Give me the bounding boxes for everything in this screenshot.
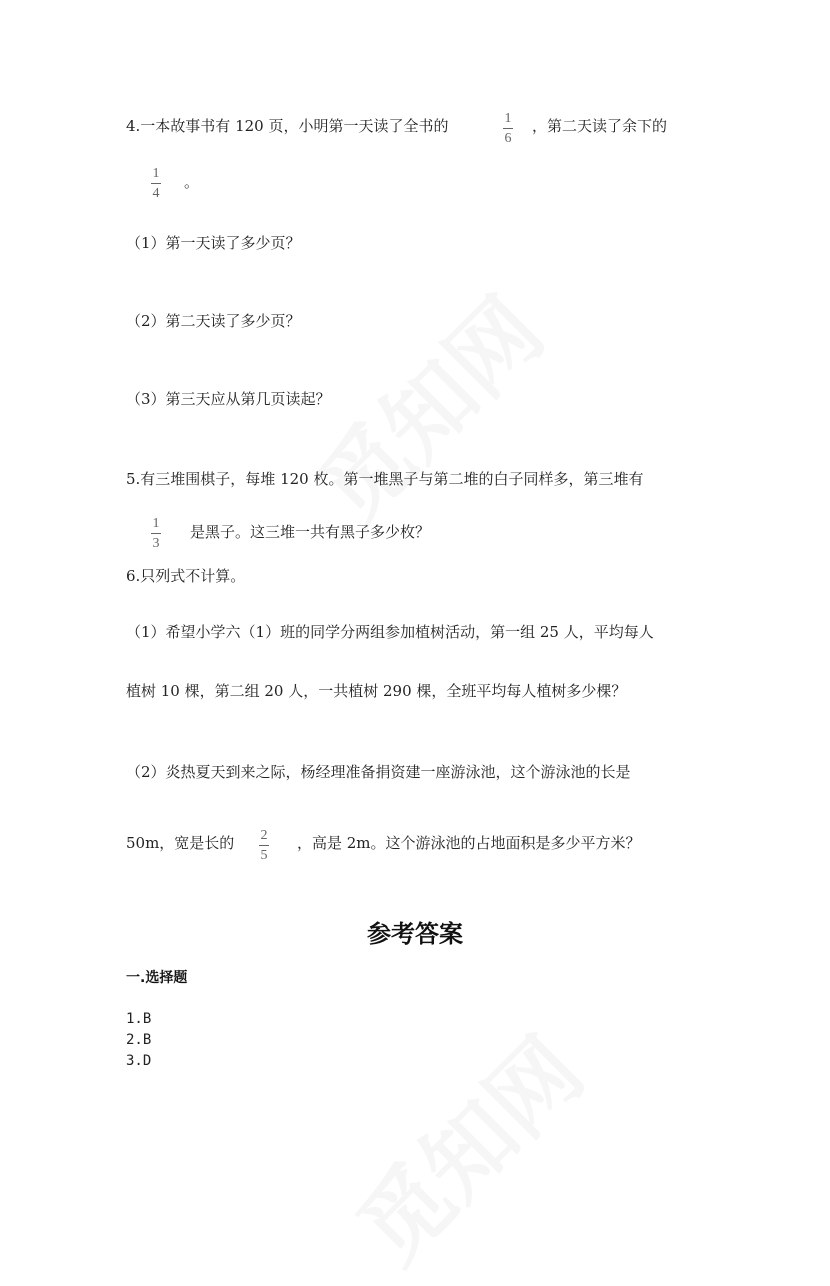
answer-item: 1.B — [126, 1011, 152, 1027]
answers-section-choice: 一.选择题 — [126, 970, 188, 986]
answer-item: 2.B — [126, 1032, 152, 1048]
fraction-denominator: 6 — [504, 131, 512, 146]
q4-line2-tail: 。 — [184, 173, 200, 191]
q4-fraction-one-sixth — [503, 111, 513, 146]
q6-title: 6.只列式不计算。 — [126, 567, 246, 585]
q4-line1-end: ，第二天读了余下的 — [532, 117, 668, 135]
fraction-denominator: 4 — [152, 186, 160, 201]
fraction-numerator: 1 — [504, 111, 512, 126]
fraction-numerator: 1 — [152, 516, 160, 531]
q6-part2-line2-end: ，高是 2m。这个游泳池的占地面积是多少平方米？ — [297, 834, 641, 852]
fraction-bar — [503, 128, 513, 129]
fraction-numerator: 2 — [260, 828, 268, 843]
q4-sub-question-1: （1）第一天读了多少页？ — [126, 234, 301, 252]
fraction-bar — [151, 183, 161, 184]
q4-sub-question-3: （3）第三天应从第几页读起？ — [126, 390, 331, 408]
q5-fraction-one-third — [151, 516, 161, 551]
fraction-denominator: 5 — [260, 848, 268, 863]
q5-line1: 5.有三堆围棋子，每堆 120 枚。第一堆黑子与第二堆的白子同样多，第三堆有 — [126, 470, 644, 488]
q6-part1-line2: 植树 10 棵，第二组 20 人，一共植树 290 棵，全班平均每人植树多少棵？ — [126, 682, 627, 700]
q5-line2: 是黑子。这三堆一共有黑子多少枚？ — [190, 523, 431, 541]
q4-fraction-one-fourth — [151, 166, 161, 201]
answers-title: 参考答案 — [367, 920, 463, 948]
q6-part2-line2-start: 50m，宽是长的 — [126, 834, 235, 852]
fraction-bar — [259, 845, 269, 846]
watermark-bottom — [324, 1004, 607, 1286]
fraction-denominator: 3 — [152, 536, 160, 551]
fraction-numerator: 1 — [152, 166, 160, 181]
q6-fraction-two-fifths — [259, 828, 269, 863]
answer-item: 3.D — [126, 1053, 152, 1069]
q6-part1-line1: （1）希望小学六（1）班的同学分两组参加植树活动，第一组 25 人，平均每人 — [126, 623, 654, 641]
q6-part2-line1: （2）炎热夏天到来之际，杨经理准备捐资建一座游泳池，这个游泳池的长是 — [126, 763, 631, 781]
q4-sub-question-2: （2）第二天读了多少页？ — [126, 312, 301, 330]
fraction-bar — [151, 533, 161, 534]
q4-line1-start: 4.一本故事书有 120 页，小明第一天读了全书的 — [126, 117, 449, 135]
